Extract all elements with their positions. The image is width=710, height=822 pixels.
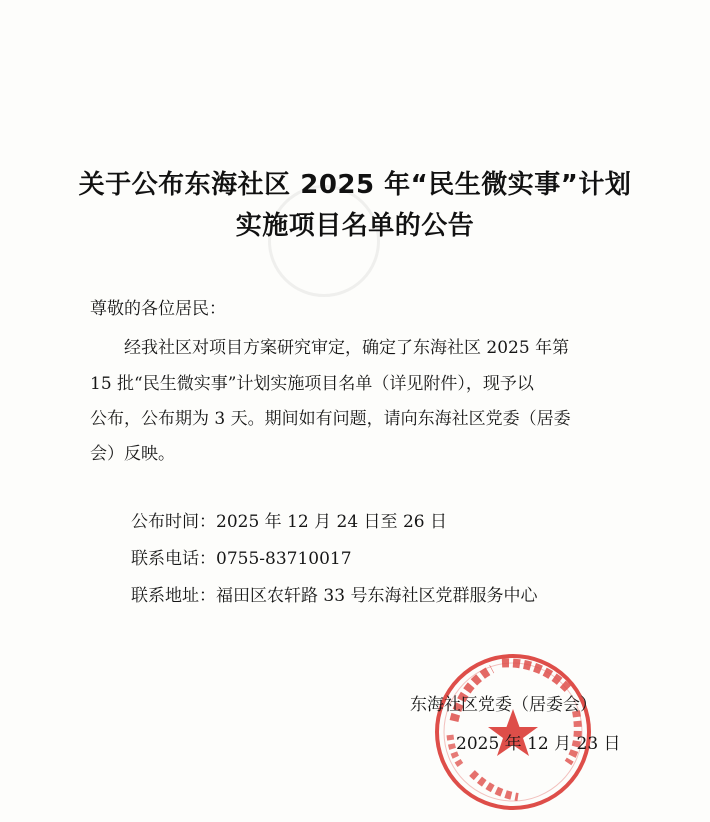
contact-address: 联系地址：福田区农轩路 33 号东海社区党群服务中心 — [131, 586, 538, 606]
notice-title-line-2: 实施项目名单的公告 — [235, 211, 475, 241]
body-paragraph-line-3: 公布，公布期为 3 天。期间如有问题，请向东海社区党委（居委 — [90, 409, 571, 429]
salutation: 尊敬的各位居民： — [90, 299, 226, 319]
body-paragraph-line-1: 经我社区对项目方案研究审定，确定了东海社区 2025 年第 — [124, 338, 570, 358]
body-paragraph-line-2: 15 批“民生微实事”计划实施项目名单（详见附件），现予以 — [90, 374, 534, 394]
publication-period: 公布时间：2025 年 12 月 24 日至 26 日 — [131, 512, 447, 532]
contact-phone: 联系电话：0755-83710017 — [131, 549, 352, 569]
notice-title-line-1: 关于公布东海社区 2025 年“民生微实事”计划 — [78, 170, 632, 200]
signature-organization: 东海社区党委（居委会） — [410, 695, 597, 715]
signature-date: 2025 年 12 月 23 日 — [456, 734, 621, 754]
body-paragraph-line-4: 会）反映。 — [90, 444, 175, 464]
official-seal-icon — [432, 651, 594, 813]
